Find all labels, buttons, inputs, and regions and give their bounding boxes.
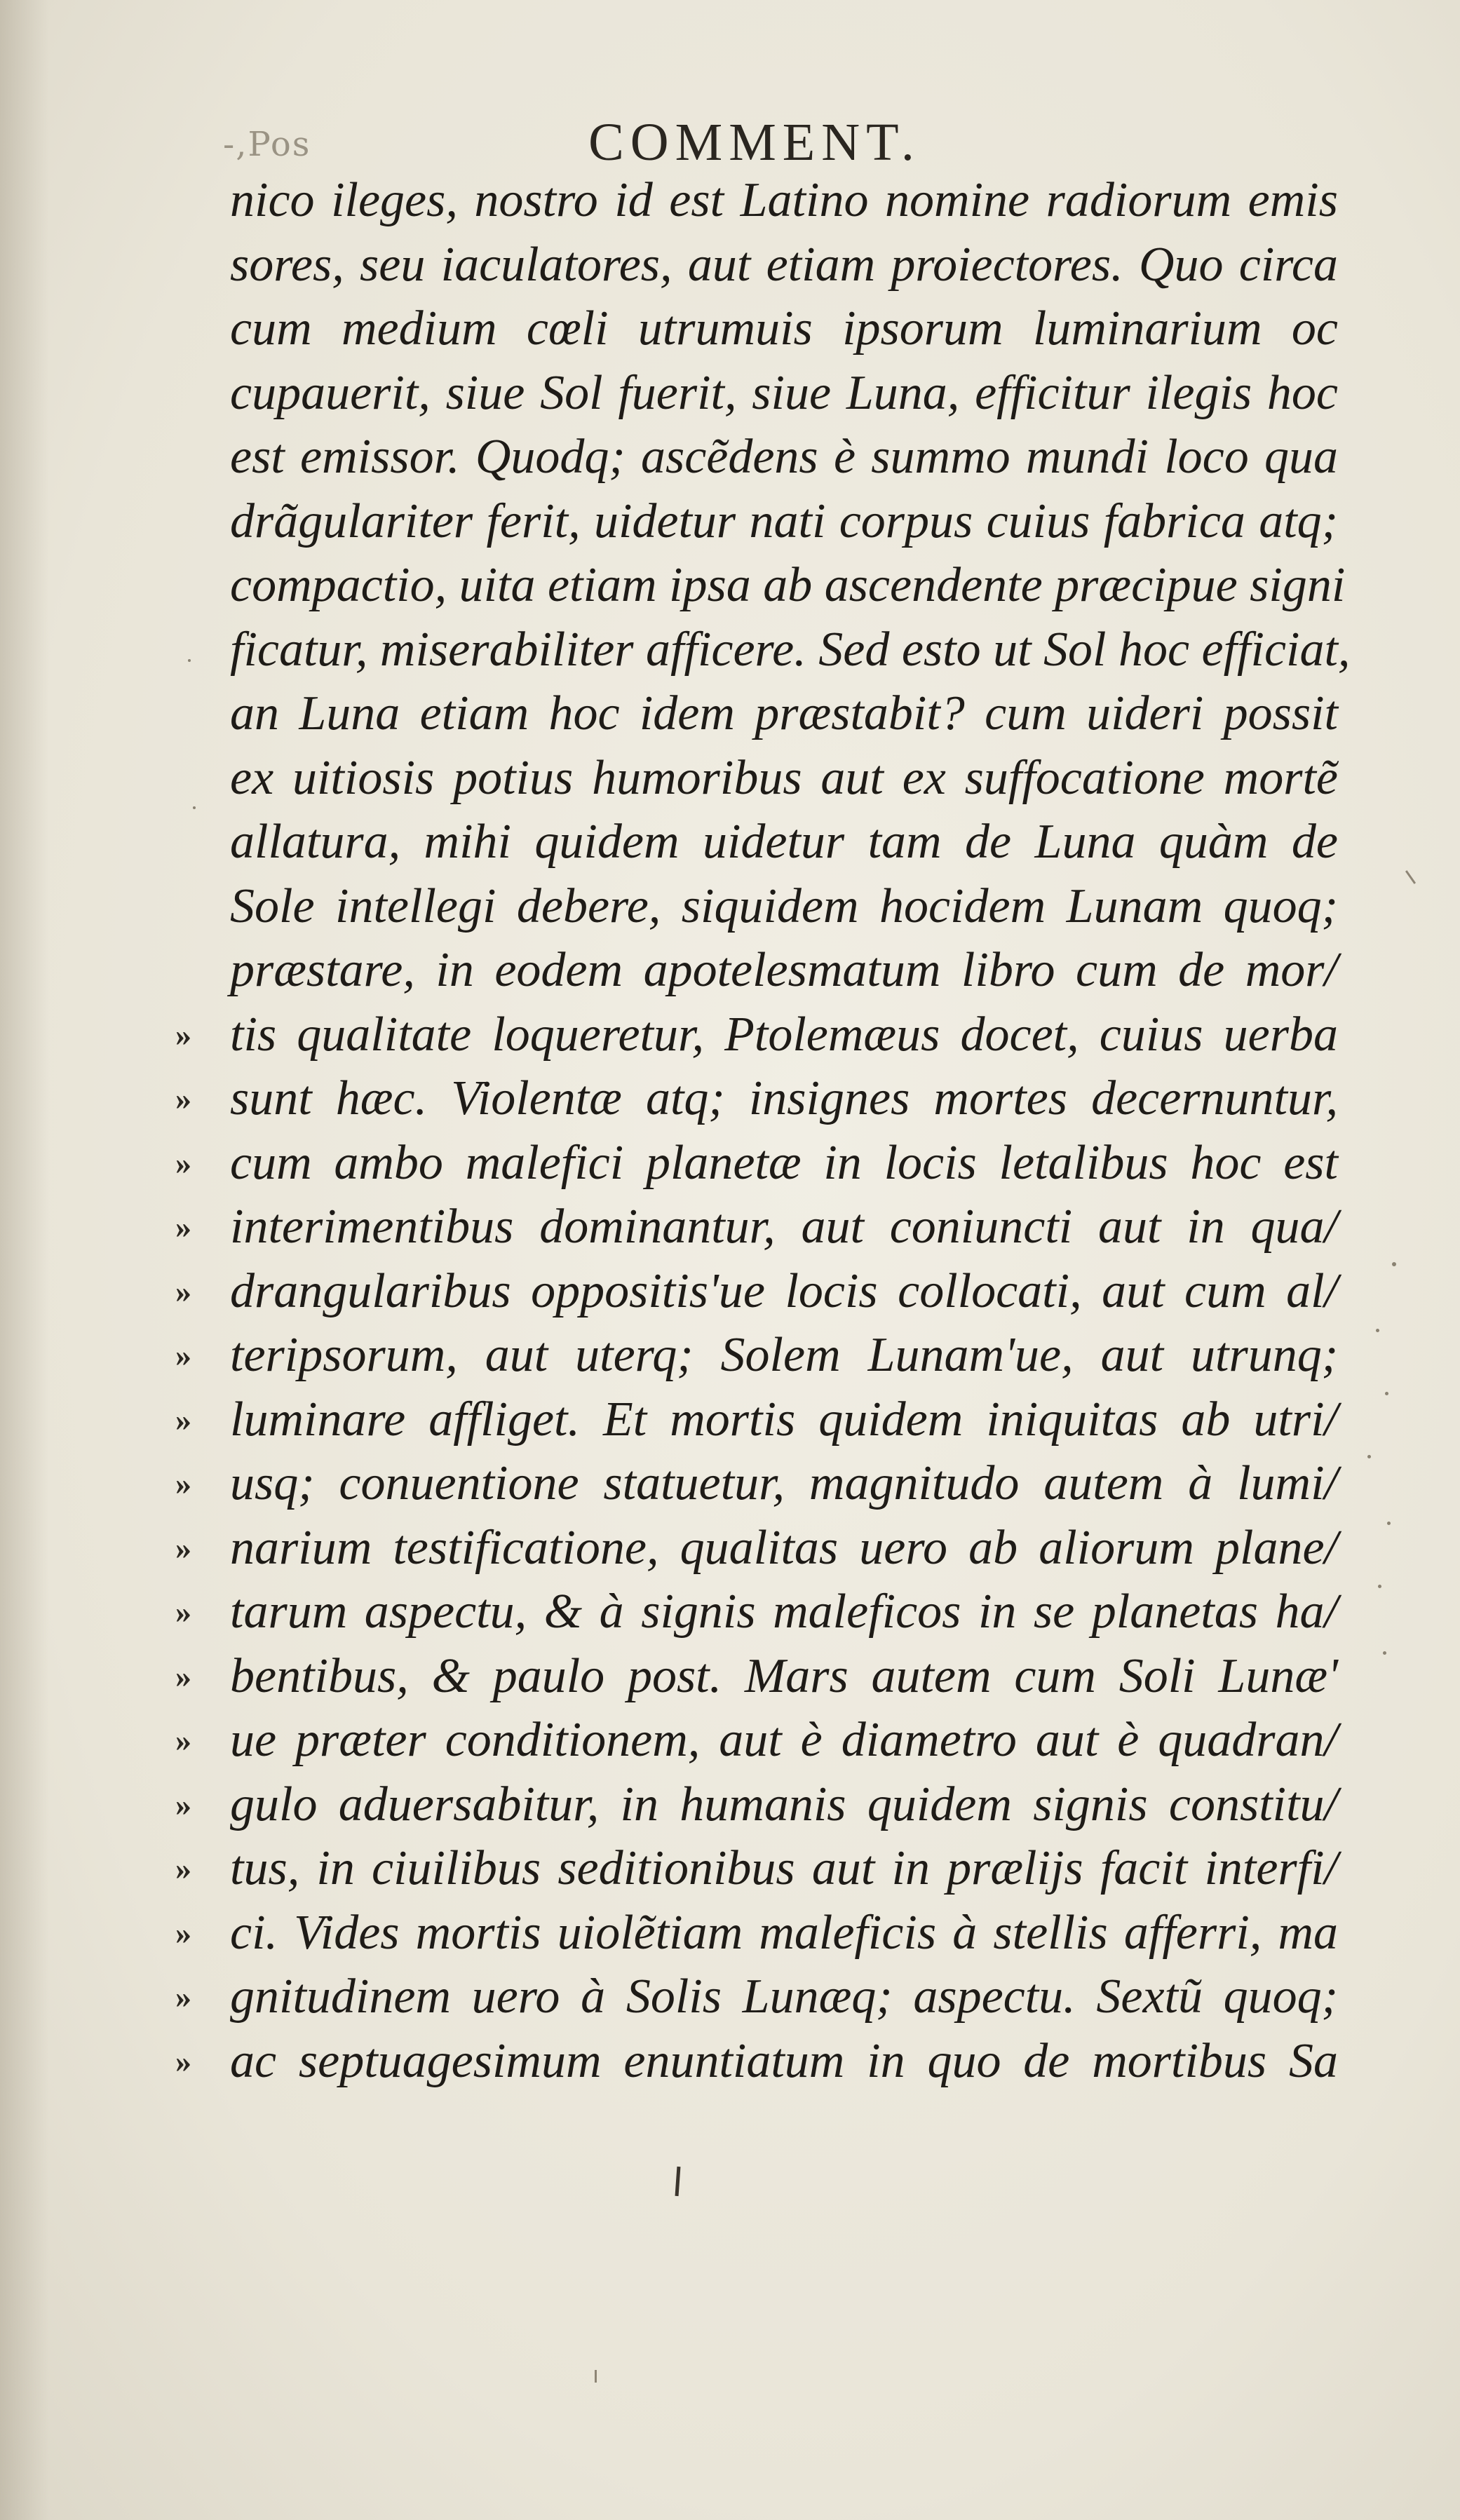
line-text: tis qualitate loqueretur, Ptolemæus docet, cuius uerba [230, 1007, 1338, 1062]
quotation-marker: » [175, 1529, 191, 1566]
text-line [175, 1965, 1338, 2029]
text-line [230, 233, 1338, 297]
line-text: ac septuagesimum enuntiatum in quo de mortibus Sa [230, 2033, 1338, 2088]
line-text: Sole intellegi debere, siquidem hocidem Lunam quoq; [230, 879, 1338, 933]
text-line [175, 1388, 1338, 1452]
quotation-marker: » [175, 1658, 191, 1694]
quotation-marker: » [175, 2043, 191, 2079]
text-line [175, 1066, 1338, 1131]
quotation-marker: » [175, 1337, 191, 1373]
page-number: -,Pos [223, 125, 311, 164]
text-line [230, 489, 1338, 554]
text-line [230, 746, 1338, 811]
quotation-marker: » [175, 1850, 191, 1886]
text-line [175, 1773, 1338, 1837]
text-line [230, 618, 1351, 682]
text-line [175, 1003, 1338, 1067]
quotation-marker: » [175, 1144, 191, 1181]
line-text: præstare, in eodem apotelesmatum libro cum de mor/ [230, 943, 1338, 997]
quotation-marker: » [175, 1722, 191, 1758]
quotation-marker: » [175, 1273, 191, 1309]
line-text: sunt hæc. Violentæ atq; insignes mortes decernuntur, [230, 1071, 1338, 1125]
paper-speck [1392, 1262, 1396, 1266]
quotation-marker: » [175, 1786, 191, 1822]
line-text: drãgulariter ferit, uidetur nati corpus cuius fabrica atq; [230, 494, 1338, 548]
line-text: usq; conuentione statuetur, magnitudo autem à lumi/ [230, 1456, 1338, 1510]
paper-speck [193, 806, 196, 809]
text-line [175, 1644, 1338, 1709]
text-line [175, 1195, 1338, 1259]
line-text: bentibus, & paulo post. Mars autem cum Soli Lunæ' [230, 1648, 1338, 1703]
line-text: narium testificatione, qualitas uero ab aliorum plane/ [230, 1520, 1338, 1575]
text-line [230, 297, 1338, 361]
text-block [175, 168, 1351, 2093]
paper-speck [1383, 1651, 1386, 1655]
line-text: cum medium cœli utrumuis ipsorum luminarium oc [230, 302, 1338, 355]
line-text: est emissor. Quodq; ascẽdens è summo mundi loco qua [230, 430, 1338, 484]
line-text: ue præter conditionem, aut è diametro aut è quadran/ [230, 1713, 1338, 1767]
line-text: ficatur, miserabiliter afficere. Sed esto ut Sol hoc efficiat, [230, 622, 1351, 677]
quotation-marker: » [175, 1979, 191, 2014]
quotation-marker: » [175, 1914, 191, 1951]
text-line [230, 425, 1338, 489]
text-line [175, 1836, 1338, 1901]
text-line [175, 1323, 1338, 1388]
line-text: an Luna etiam hoc idem præstabit? cum uideri possit [230, 686, 1338, 740]
line-text: luminare affliget. Et mortis quidem iniquitas ab utri/ [230, 1392, 1338, 1447]
line-text: gnitudinem uero à Solis Lunæq; aspectu. Sextũ quoq; [230, 1970, 1338, 2024]
text-line [175, 1259, 1338, 1324]
line-text: tus, in ciuilibus seditionibus aut in prælijs facit interfi/ [230, 1841, 1338, 1895]
line-text: allatura, mihi quidem uidetur tam de Luna quàm de [230, 815, 1338, 869]
quotation-marker: » [175, 1401, 191, 1437]
line-text: teripsorum, aut uterq; Solem Lunam'ue, aut utrunq; [230, 1328, 1338, 1382]
line-text: ex uitiosis potius humoribus aut ex suffocatione mortẽ [230, 750, 1338, 805]
line-text: sores, seu iaculatores, aut etiam proiectores. Quo circa [230, 237, 1338, 292]
text-line [230, 810, 1338, 874]
text-line [230, 553, 1346, 618]
line-text: tarum aspectu, & à signis maleficos in se planetas ha/ [230, 1585, 1338, 1639]
text-line [175, 1516, 1338, 1580]
text-line [230, 361, 1338, 426]
text-line [230, 168, 1338, 233]
quotation-marker: » [175, 1465, 191, 1501]
text-line [175, 2029, 1338, 2094]
paper-speck [1385, 1392, 1388, 1395]
ink-stroke [675, 2167, 681, 2196]
line-text: interimentibus dominantur, aut coniuncti aut in qua/ [230, 1200, 1338, 1254]
text-line [175, 1901, 1338, 1965]
line-text: compactio, uita etiam ipsa ab ascendente præcipue signi [230, 558, 1346, 612]
paper-speck [1378, 1585, 1381, 1588]
quotation-marker: » [175, 1594, 191, 1630]
line-text: nico ileges, nostro id est Latino nomine radiorum emis [230, 173, 1338, 227]
quotation-marker: » [175, 1209, 191, 1245]
line-text: drangularibus oppositis'ue locis collocati, aut cum al/ [230, 1264, 1338, 1318]
line-text: ci. Vides mortis uiolẽtiam maleficis à stellis afferri, ma [230, 1905, 1338, 1960]
quotation-marker: » [175, 1016, 191, 1052]
text-line [230, 682, 1338, 746]
text-line [175, 1131, 1338, 1195]
text-line [230, 938, 1338, 1003]
line-text: gulo aduersabitur, in humanis quidem signis constitu/ [230, 1777, 1338, 1831]
paper-speck [1376, 1329, 1379, 1332]
paper-mark [1405, 870, 1416, 884]
paper-speck [1387, 1522, 1391, 1525]
text-line [175, 1451, 1338, 1516]
text-line [175, 1708, 1338, 1773]
line-text: cupauerit, siue Sol fuerit, siue Luna, efficitur ilegis hoc [230, 365, 1338, 420]
paper-speck [188, 659, 191, 662]
paper-speck [1367, 1455, 1371, 1458]
text-line [175, 1580, 1338, 1644]
running-head: COMMENT. [588, 113, 921, 172]
text-line [230, 874, 1338, 939]
quotation-marker: » [175, 1081, 191, 1116]
paper-mark [595, 2370, 597, 2383]
line-text: cum ambo malefici planetæ in locis letalibus hoc est [230, 1135, 1338, 1190]
